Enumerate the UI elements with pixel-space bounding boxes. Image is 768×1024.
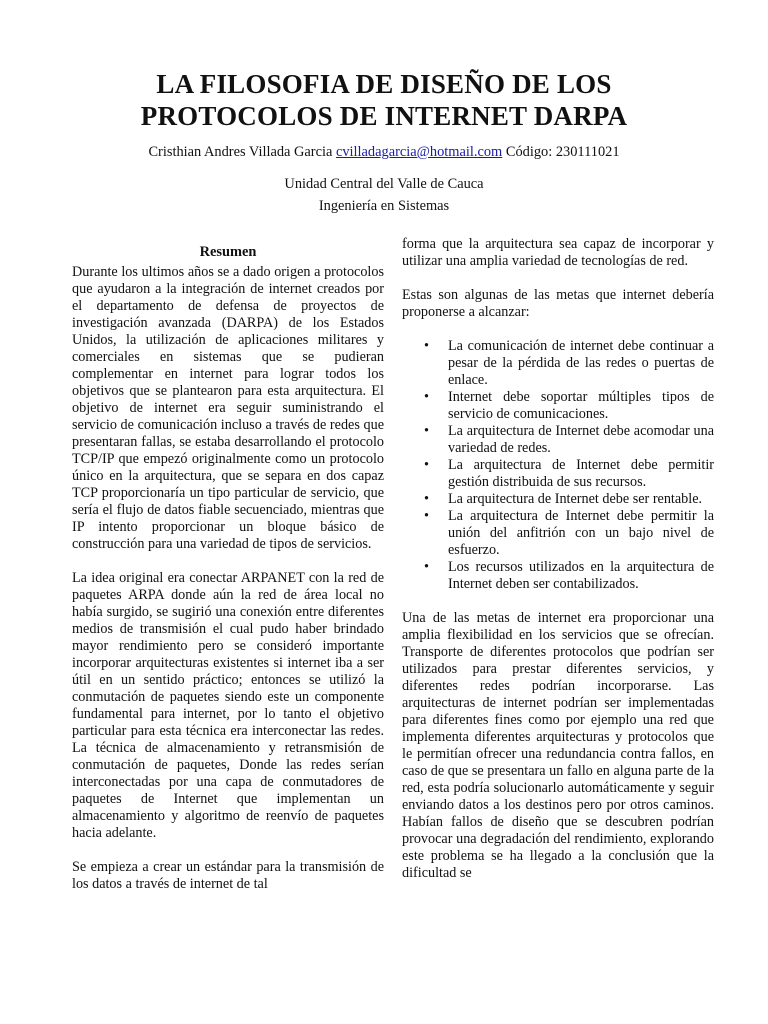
goal-text: Internet debe soportar múltiples tipos de servicio de comunicaciones. — [448, 389, 714, 422]
goal-text: La arquitectura de Internet debe acomodar una variedad de redes. — [448, 423, 714, 456]
goals-list — [402, 338, 714, 593]
department-name: Ingeniería en Sistemas — [318, 198, 450, 214]
bullet-icon: • — [424, 457, 429, 473]
bullet-icon: • — [424, 389, 429, 405]
goal-item — [402, 508, 714, 559]
goal-text: La arquitectura de Internet debe permitir gestión distribuida de sus recursos. — [448, 457, 714, 490]
abstract-heading: Resumen — [199, 244, 257, 260]
left-column — [72, 244, 384, 910]
goal-item — [402, 559, 714, 593]
paper-title-line-1: LA FILOSOFIA DE DISEÑO DE LOS — [156, 69, 612, 99]
bullet-icon: • — [424, 508, 429, 524]
goal-item — [402, 338, 714, 389]
abstract-paragraph-2: La idea original era conectar ARPANET con la red de paquetes ARPA donde aún la red de área local no había surgido, se sugirió una conexión entre diferentes medios de transmisión el cual pudo haber brindado mayor rendimiento pero se consideró importante incorporar arquitecturas existentes si internet iba a ser útil en un sentido práctico; entonces se utilizó la conmutación de paquetes siendo este un componente fundamental para internet, por lo tanto el objetivo particular para esta técnica era interconectar las redes. La técnica de almacenamiento y retransmisión de conmutación de paquetes, Donde las redes serían interconectadas por una capa de conmutadores de paquetes de Internet que implementan un almacenamiento y algoritmo de reenvío de paquetes hacia adelante. — [72, 570, 384, 841]
goal-item — [402, 491, 714, 508]
paper-title — [0, 68, 768, 132]
goal-text: La comunicación de internet debe continuar a pesar de la pérdida de las redes o puertas de enlace. — [448, 338, 714, 388]
goal-text: La arquitectura de Internet debe permitir la unión del anfitrión con un bajo nivel de esfuerzo. — [448, 508, 714, 558]
right-paragraph-intro: forma que la arquitectura sea capaz de incorporar y utilizar una amplia variedad de tecnologías de red. — [402, 236, 714, 269]
paper-title-line-2: PROTOCOLOS DE INTERNET DARPA — [140, 101, 628, 131]
right-column — [402, 236, 714, 899]
author-line — [0, 142, 768, 162]
bullet-icon: • — [424, 423, 429, 439]
goal-item — [402, 457, 714, 491]
goal-text: La arquitectura de Internet debe ser rentable. — [448, 491, 703, 507]
bullet-icon: • — [424, 491, 429, 507]
author-name: Cristhian Andres Villada Garcia — [148, 144, 333, 160]
goal-item — [402, 423, 714, 457]
bullet-icon: • — [424, 559, 429, 575]
author-code: Código: 230111021 — [505, 144, 620, 160]
goal-text: Los recursos utilizados en la arquitectura de Internet deben ser contabilizados. — [448, 559, 714, 592]
goal-item — [402, 389, 714, 423]
bullet-icon: • — [424, 338, 429, 354]
abstract-paragraph-3: Se empieza a crear un estándar para la transmisión de los datos a través de internet de tal — [72, 859, 384, 892]
university-name: Unidad Central del Valle de Cauca — [284, 176, 484, 192]
abstract-paragraph-1: Durante los ultimos años se a dado origen a protocolos que ayudaron a la integración de internet creados por el departamento de defensa de proyectos de investigación avanzada (DARPA) de los Estados Unidos, la utilización de aplicaciones militares y comerciales en sistemas que se pudieran complementar en internet para lograr todos los objetivos que se plantearon para esta arquitectura. El objetivo de internet era seguir suministrando el servicio de comunicación incluso a través de redes que presentaran fallas, se estaba desarrollando el protocolo TCP/IP que empezó originalmente como un protocolo único en la arquitectura, que se separa en dos capaz TCP proporcionaría un tipo particular de servicio, que sería el flujo de datos fiable secuenciado, mientras que IP intento proporcionar un bloque básico de construcción para una variedad de tipos de servicios. — [72, 264, 384, 552]
right-paragraph-final: Una de las metas de internet era proporcionar una amplia flexibilidad en los servicios que se ofrecían. Transporte de diferentes protocolos que podrían ser utilizados para prestar diferentes servicios, y diferentes redes podrían incorporarse. Las arquitecturas de internet podrían ser implementadas para diferentes fines como por ejemplo una red que implementa diferentes arquitecturas y protocolos que le permitían ofrecer una redundancia contra fallos, en caso de que se presentara un fallo en alguna parte de la red, esta podría solucionarlo automáticamente y seguir enviando datos a los destinos pero por otros caminos. Habían fallos de diseño que se descubren podrían provocar una degradación del rendimiento, explorando este problema se ha llegado a la conclusión que la dificultad se — [402, 610, 714, 881]
author-email-link[interactable]: cvilladagarcia@hotmail.com — [335, 144, 503, 160]
goals-intro-paragraph: Estas son algunas de las metas que internet debería proponerse a alcanzar: — [402, 287, 714, 320]
